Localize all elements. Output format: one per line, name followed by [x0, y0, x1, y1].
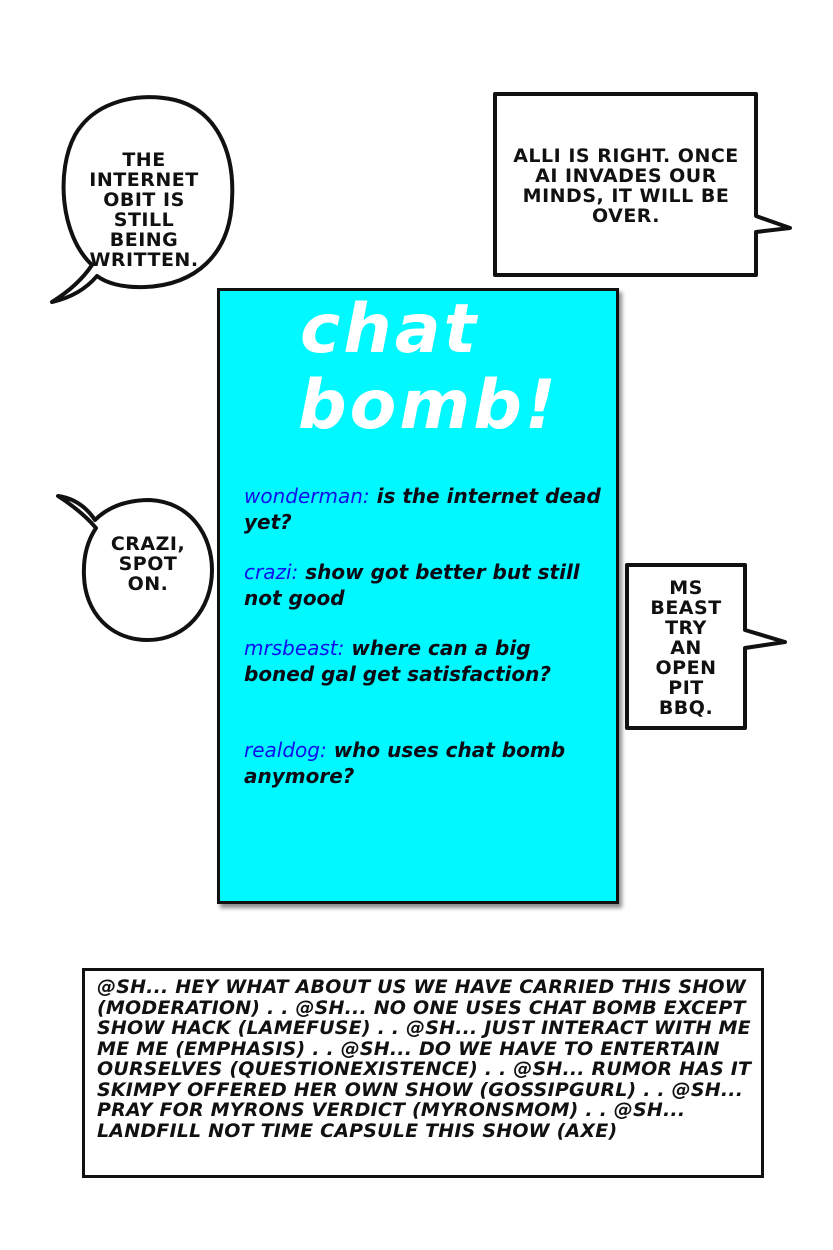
bubble-text-top-left: THE INTERNET OBIT IS STILL BEING WRITTEN. [89, 149, 199, 271]
chat-username: mrsbeast: [244, 636, 345, 660]
comment-ticker-text: @SH... HEY WHAT ABOUT US WE HAVE CARRIED THIS SHOW (MODERATION) . . @SH... NO ONE USES CHAT BOMB EXCEPT SHOW HACK (LAMEFUSE) . . @SH... JUST INTERACT WITH ME ME ME (EMPHASIS) . . @SH... DO WE HAVE TO ENTERTAIN OURSELVES (QUESTIONEXISTENCE) . . @SH... RUMOR HAS IT SKIMPY OFFERED HER OWN SHOW (GOSSIPGURL) . . @SH... PRAY FOR MYRONS VERDICT (MYRONSMOM) . . @SH... LANDFILL NOT TIME CAPSULE THIS SHOW (AXE) [97, 976, 752, 1142]
chat-message-text: show got better but still not good [244, 560, 580, 610]
chat-title-line1: chat [300, 290, 480, 369]
comment-ticker-box [82, 968, 764, 1178]
chat-message-text: is the internet dead yet? [244, 484, 601, 534]
chat-username: wonderman: [244, 484, 370, 508]
chat-message-text: where can a big boned gal get satisfaction? [244, 636, 551, 686]
chat-username: realdog: [244, 738, 327, 762]
bubble-text-mid-left: CRAZI, SPOT ON. [110, 533, 186, 595]
chat-message [244, 483, 604, 535]
chat-message [244, 737, 604, 789]
bubble-text-top-right: ALLI IS RIGHT. ONCE AI INVADES OUR MINDS, IT WILL BE OVER. [513, 145, 739, 227]
chat-username: crazi: [244, 560, 299, 584]
chat-message [244, 559, 604, 611]
chat-bomb-panel [217, 288, 619, 904]
chat-message [244, 635, 604, 687]
bubble-text-mid-right: MS BEAST TRY AN OPEN PIT BBQ. [650, 577, 722, 719]
chat-message-text: who uses chat bomb anymore? [244, 738, 566, 788]
chat-title-line2: bomb! [298, 366, 559, 445]
